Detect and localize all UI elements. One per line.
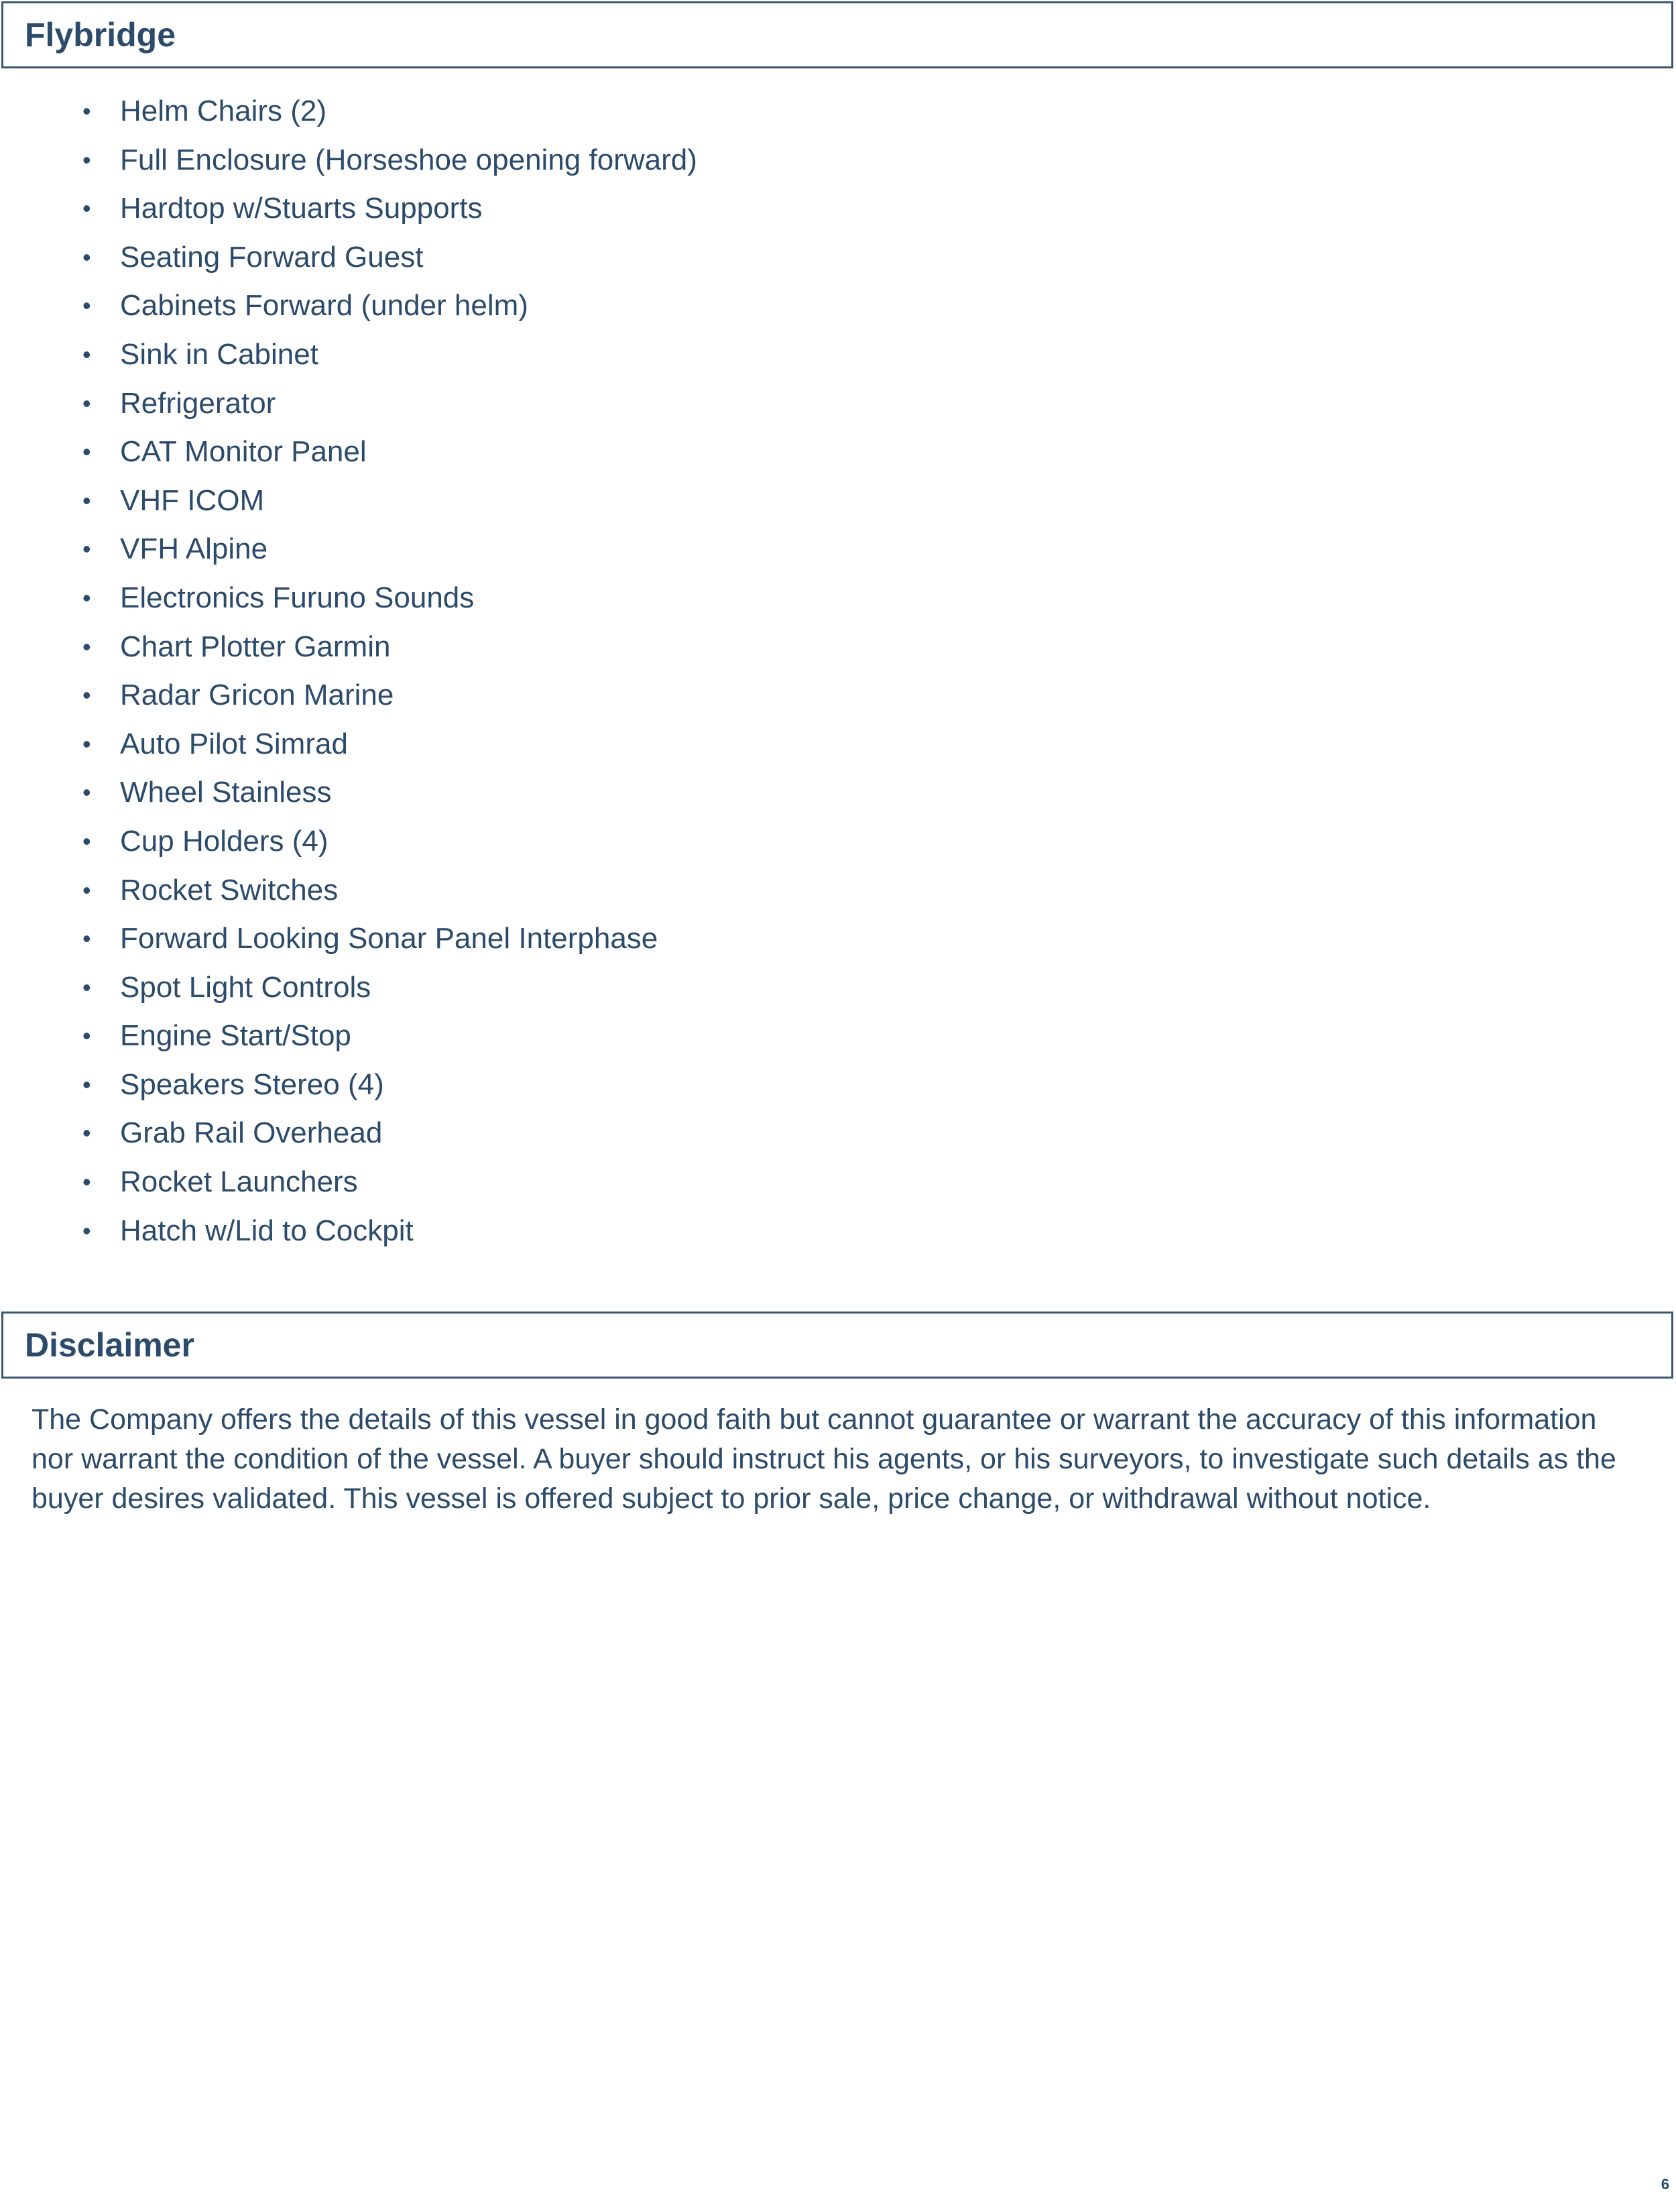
list-item-label: Helm Chairs (2) — [120, 95, 327, 127]
bullet-icon: • — [82, 389, 91, 417]
list-item-label: Forward Looking Sonar Panel Interphase — [120, 922, 658, 955]
list-item-label: VHF ICOM — [120, 483, 265, 517]
list-item-label: Rocket Switches — [120, 873, 339, 907]
flybridge-section-header — [1, 1, 1673, 68]
bullet-icon: • — [82, 730, 91, 758]
bullet-icon: • — [82, 486, 91, 514]
bullet-icon: • — [82, 1070, 91, 1098]
page-number: 6 — [1661, 2176, 1669, 2193]
bullet-icon: • — [82, 925, 91, 953]
list-item-label: Auto Pilot Simrad — [120, 727, 348, 760]
list-item-label: Seating Forward Guest — [120, 240, 424, 274]
flybridge-section-title: Flybridge — [25, 16, 176, 54]
list-item-label: Rocket Launchers — [120, 1165, 358, 1199]
disclaimer-section-title: Disclaimer — [25, 1326, 194, 1364]
disclaimer-section-header — [1, 1312, 1673, 1379]
bullet-icon: • — [82, 535, 91, 563]
list-item-label: Refrigerator — [120, 386, 276, 420]
bullet-icon: • — [82, 145, 91, 174]
bullet-icon: • — [82, 681, 91, 709]
bullet-icon: • — [82, 1168, 91, 1196]
bullet-icon: • — [82, 973, 91, 1001]
list-item-label: Cup Holders (4) — [120, 824, 328, 858]
bullet-icon: • — [82, 243, 91, 271]
bullet-icon: • — [82, 194, 91, 223]
list-item-label: Hatch w/Lid to Cockpit — [120, 1214, 414, 1247]
bullet-icon: • — [82, 876, 91, 904]
bullet-icon: • — [82, 1022, 91, 1050]
bullet-icon: • — [82, 778, 91, 807]
bullet-icon: • — [82, 97, 91, 125]
list-item-label: Speakers Stereo (4) — [120, 1067, 384, 1101]
bullet-icon: • — [82, 438, 91, 466]
list-item-label: Full Enclosure (Horseshoe opening forward) — [120, 143, 697, 176]
bullet-icon: • — [82, 583, 91, 612]
list-item-label: Engine Start/Stop — [120, 1019, 351, 1053]
disclaimer-text: The Company offers the details of this vessel in good faith but cannot guarantee or warrant the accuracy of this information nor warrant the condition of the vessel. A buyer should instruct his agents, or his surveyors, to investigate such details as the buyer desires validated. This vessel is offered subject to prior sale, price change, or withdrawal without notice. — [32, 1403, 1616, 1515]
bullet-icon: • — [82, 1216, 91, 1244]
list-item-label: Radar Gricon Marine — [120, 679, 394, 712]
list-item-label: Hardtop w/Stuarts Supports — [120, 192, 483, 225]
list-item-label: Cabinets Forward (under helm) — [120, 289, 528, 323]
list-item-label: Electronics Furuno Sounds — [120, 581, 475, 614]
bullet-icon: • — [82, 632, 91, 660]
list-item-label: Chart Plotter Garmin — [120, 630, 391, 663]
list-item-label: VFH Alpine — [120, 532, 268, 566]
list-item-label: Sink in Cabinet — [120, 337, 318, 371]
list-item-label: Spot Light Controls — [120, 970, 371, 1004]
list-item-label: Wheel Stainless — [120, 776, 332, 809]
bullet-icon: • — [82, 340, 91, 368]
list-item-label: Grab Rail Overhead — [120, 1116, 383, 1150]
bullet-icon: • — [82, 827, 91, 855]
bullet-icon: • — [82, 1119, 91, 1147]
bullet-icon: • — [82, 292, 91, 320]
list-item-label: CAT Monitor Panel — [120, 435, 367, 469]
